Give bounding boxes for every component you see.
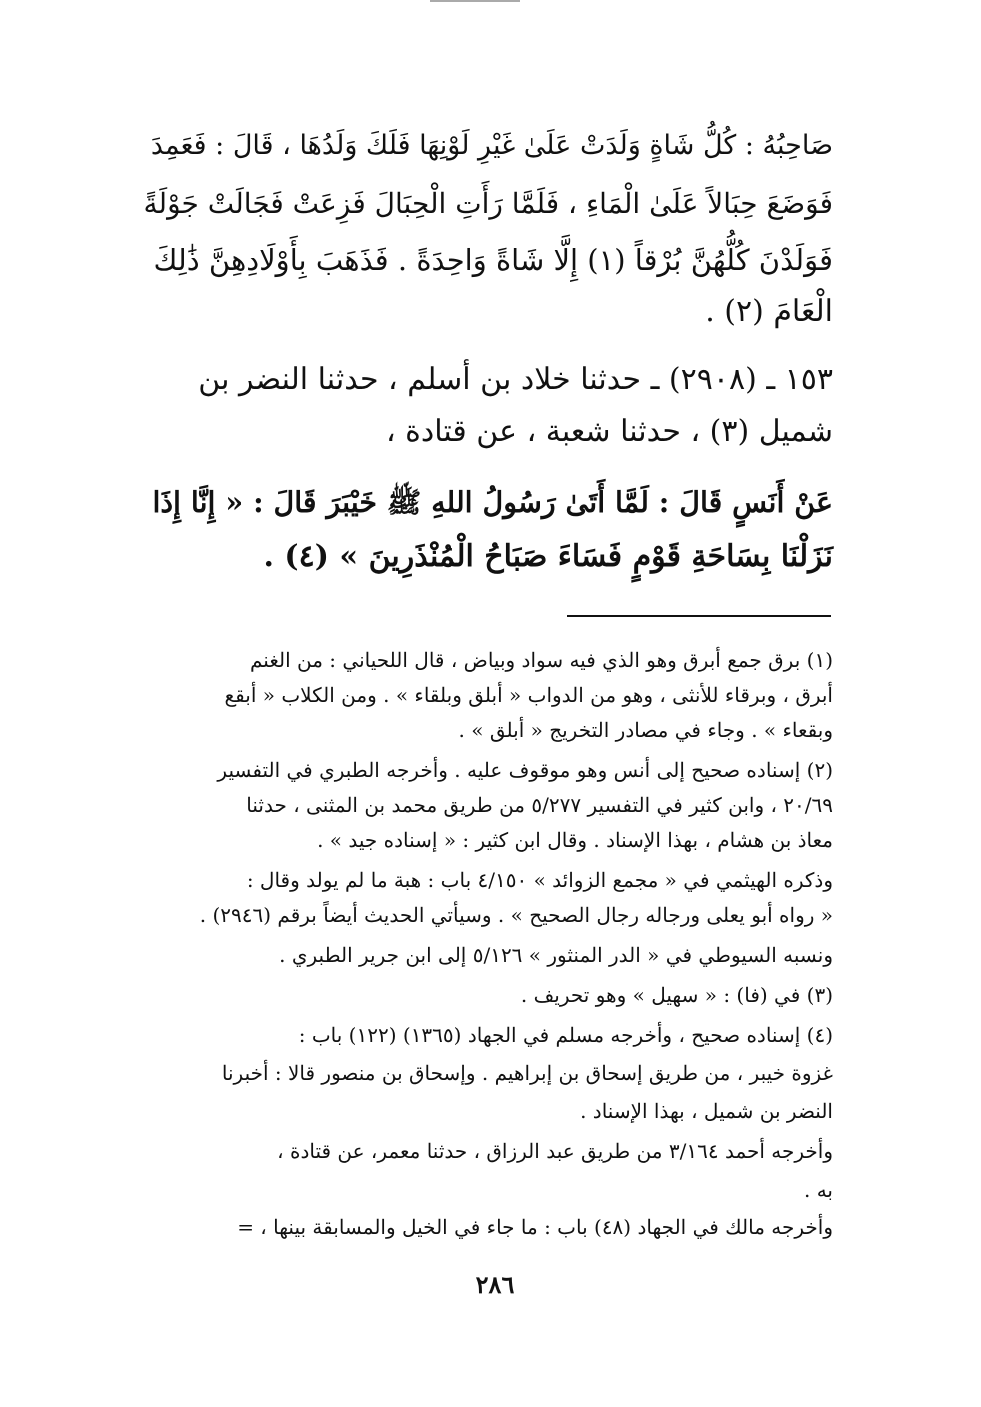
main-text-line-2: فَوَضَعَ حِبَالاً عَلَىٰ الْمَاءِ ، فَلَمَّا رَأَتِ الْحِبَالَ فَزِعَتْ فَجَالَتْ جَوْلَةً — [143, 187, 833, 220]
page-number: ٢٨٦ — [475, 1270, 515, 1299]
footnote-line: « رواه أبو يعلى ورجاله رجال الصحيح » . وسيأتي الحديث أيضاً برقم (٢٩٤٦) . — [199, 903, 833, 927]
top-edge-mark — [430, 0, 520, 2]
footnote-line: أبرق ، وبرقاء للأنثى ، وهو من الدواب « أبلق وبلقاء » . ومن الكلاب « أبقع — [224, 683, 833, 707]
footnote-line: النضر بن شميل ، بهذا الإسناد . — [580, 1099, 833, 1123]
footnote-separator — [567, 615, 831, 617]
footnote-line: (٤) إسناده صحيح ، وأخرجه مسلم في الجهاد (١٣٦٥) (١٢٢) باب : — [298, 1023, 833, 1047]
footnote-line: معاذ بن هشام ، بهذا الإسناد . وقال ابن كثير : « إسناده جيد » . — [317, 828, 833, 852]
footnote-line: (٢) إسناده صحيح إلى أنس وهو موقوف عليه . وأخرجه الطبري في التفسير — [217, 758, 833, 782]
footnote-line: وأخرجه مالك في الجهاد (٤٨) باب : ما جاء في الخيل والمسابقة بينها ، = — [237, 1215, 833, 1239]
footnote-line: (١) برق جمع أبرق وهو الذي فيه سواد وبياض ، قال اللحياني : من الغنم — [250, 648, 833, 672]
main-text-line-1: صَاحِبُهُ : كُلُّ شَاةٍ وَلَدَتْ عَلَىٰ غَيْرِ لَوْنِهَا فَلَكَ وَلَدُهَا ، قَالَ : فَعَمِدَ — [150, 130, 833, 161]
footnote-line: به . — [803, 1178, 833, 1202]
footnote-line: وذكره الهيثمي في « مجمع الزوائد » ٤/١٥٠ باب : هبة ما لم يولد وقال : — [246, 868, 833, 892]
footnote-line: ٢٠/٦٩ ، وابن كثير في التفسير ٥/٢٧٧ من طريق محمد بن المثنى ، حدثنا — [246, 793, 833, 817]
hadith-number-line: ١٥٣ ـ (٢٩٠٨) ـ حدثنا خلاد بن أسلم ، حدثنا النضر بن — [198, 362, 833, 397]
footnote-line: ونسبه السيوطي في « الدر المنثور » ٥/١٢٦ إلى ابن جرير الطبري . — [279, 943, 833, 967]
main-text-line-4: الْعَامَ (٢) . — [705, 294, 833, 329]
footnote-line: وأخرجه أحمد ٣/١٦٤ من طريق عبد الرزاق ، حدثنا معمر، عن قتادة ، — [277, 1139, 833, 1163]
hadith-isnad-continuation: شميل (٣) ، حدثنا شعبة ، عن قتادة ، — [385, 414, 833, 449]
footnote-line: غزوة خيبر ، من طريق إسحاق بن إبراهيم . وإسحاق بن منصور قالا : أخبرنا — [221, 1061, 833, 1085]
main-text-line-3: فَوَلَدْنَ كُلُّهُنَّ بُرْقاً (١) إِلَّا شَاةً وَاحِدَةً . فَذَهَبَ بِأَوْلَادِهِنَّ ذَٰلِكَ — [153, 243, 833, 277]
footnote-line: وبقعاء » . وجاء في مصادر التخريج « أبلق » . — [458, 718, 833, 742]
hadith-matn-line-1: عَنْ أَنَسٍ قَالَ : لَمَّا أَتَىٰ رَسُولُ اللهِ ﷺ خَيْبَرَ قَالَ : « إِنَّا إِذَا — [152, 485, 833, 519]
footnote-line: (٣) في (فا) : « سهيل » وهو تحريف . — [520, 983, 833, 1007]
hadith-matn-line-2: نَزَلْنَا بِسَاحَةِ قَوْمٍ فَسَاءَ صَبَاحُ الْمُنْذَرِينَ » (٤) . — [263, 539, 833, 574]
